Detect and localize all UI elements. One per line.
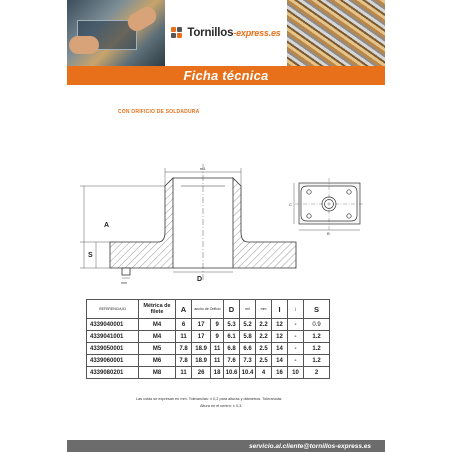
tolerance-note-center: Altura en el centro: ± 0,3. <box>200 404 243 408</box>
product-subtitle: CON ORIFICIO DE SOLDADURA <box>118 109 200 115</box>
col-header-ref: REFERENCIA ID <box>87 300 139 319</box>
brand-logo[interactable] <box>165 0 287 66</box>
table-row: 4339080201 M8 11 26 18 10.6 10.4 4 16 10 2 <box>87 367 330 379</box>
footer-bar <box>67 440 385 452</box>
col-header-j: j <box>288 300 304 319</box>
col-header-a: A <box>176 300 192 319</box>
col-header-width: ancho de Orificio <box>192 300 224 319</box>
header-photo-screws <box>287 0 385 66</box>
table-row: 4339041001 M4 11 17 9 6.1 5.8 2.2 12 - 1.2 <box>87 331 330 343</box>
dim-label-a: A <box>104 222 110 229</box>
dim-label-b: B <box>327 231 330 236</box>
col-header-i: I <box>272 300 288 319</box>
col-header-d: D <box>224 300 240 319</box>
title-bar <box>67 66 385 85</box>
contact-email-link[interactable]: servicio.al.cliente@tornillos-express.es <box>249 442 371 450</box>
spec-table <box>86 299 330 379</box>
dim-label-s: S <box>88 252 93 259</box>
top-view <box>294 178 364 230</box>
col-header-mm: mm <box>256 300 272 319</box>
table-row: 4339060001 M6 7.8 18.9 11 7.6 7.3 2.5 14 - 1.2 <box>87 355 330 367</box>
dim-label-c: C <box>289 202 292 207</box>
brand-logo-icon <box>171 27 183 39</box>
section-view <box>110 164 296 280</box>
table-row: 4339050001 M5 7.8 18.9 11 6.8 6.6 2.5 14 - 1.2 <box>87 343 330 355</box>
dim-label-d: D <box>197 276 203 283</box>
brand-name: Tornillos <box>187 27 234 39</box>
dim-label-top: m1 <box>200 166 206 171</box>
brand-suffix: -express.es <box>233 28 281 38</box>
col-header-mil: mil <box>240 300 256 319</box>
dim-label-bottom: mm <box>121 281 127 285</box>
col-header-metric: Métrica de filete <box>139 300 176 319</box>
header-banner <box>67 0 385 66</box>
table-header-row <box>87 300 330 319</box>
technical-drawing <box>70 160 370 290</box>
header-photo-tools <box>67 0 165 66</box>
tolerance-note: Las cotas se expresan en mm. Tolerancias: ± 0,2 para alturas y diámetros. Tolerancias <box>136 397 282 401</box>
page-title: Ficha técnica <box>183 68 269 83</box>
table-row: 4339040001 M4 6 17 9 5.3 5.2 2.2 12 - 0.9 <box>87 319 330 331</box>
col-header-s: S <box>304 300 330 319</box>
